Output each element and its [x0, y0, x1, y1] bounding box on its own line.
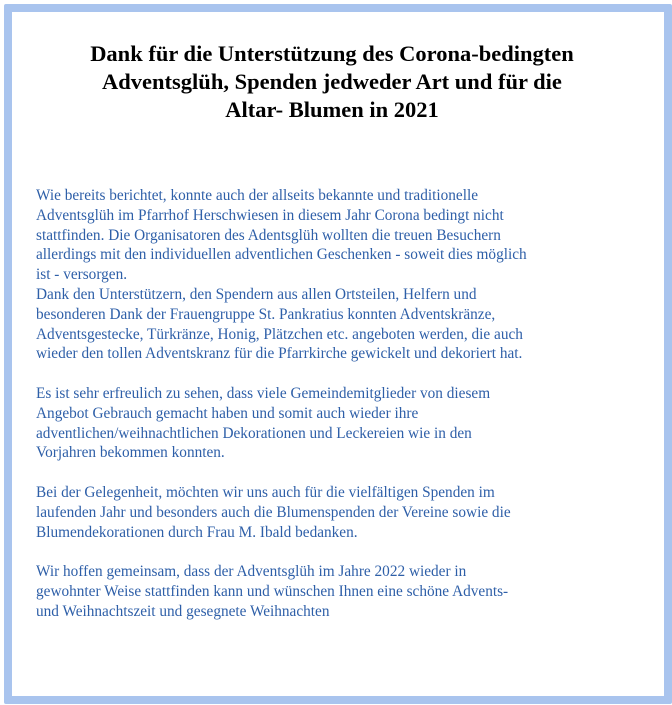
- text-line: stattfinden. Die Organisatoren des Adentsglüh wollten die treuen Besuchern: [36, 226, 501, 244]
- title-line: Dank für die Unterstützung des Corona-bedingten: [90, 41, 574, 66]
- text-line: allerdings mit den individuellen adventlichen Geschenken - soweit dies möglich: [36, 246, 527, 264]
- text-line: Wir hoffen gemeinsam, dass der Adventsglüh im Jahre 2022 wieder in: [36, 563, 467, 581]
- text-line: wieder den tollen Adventskranz für die Pfarrkirche gewickelt und dekoriert hat.: [36, 345, 523, 363]
- text-line: laufenden Jahr und besonders auch die Blumenspenden der Vereine sowie die: [36, 503, 511, 521]
- text-line: Blumendekorationen durch Frau M. Ibald bedanken.: [36, 523, 358, 541]
- notice-body: [36, 186, 646, 641]
- title-line: Altar- Blumen in 2021: [225, 97, 439, 122]
- text-line: Adventsglüh im Pfarrhof Herschwiesen in diesem Jahr Corona bedingt nicht: [36, 206, 504, 224]
- text-line: besonderen Dank der Frauengruppe St. Pankratius konnten Adventskränze,: [36, 305, 496, 323]
- text-line: Bei der Gelegenheit, möchten wir uns auch für die vielfältigen Spenden im: [36, 483, 495, 501]
- text-line: ist - versorgen.: [36, 266, 128, 284]
- title-line: Adventsglüh, Spenden jedweder Art und für die: [102, 69, 562, 94]
- text-line: und Weihnachtszeit und gesegnete Weihnachten: [36, 602, 330, 620]
- text-line: adventlichen/weihnachtlichen Dekorationen und Leckereien wie in den: [36, 424, 472, 442]
- paragraph-appreciation: [36, 384, 646, 463]
- paragraph-thanks: [36, 483, 646, 542]
- text-line: Wie bereits berichtet, konnte auch der allseits bekannte und traditionelle: [36, 187, 478, 204]
- paragraph-report: [36, 186, 646, 364]
- text-line: Adventsgestecke, Türkränze, Honig, Plätzchen etc. angeboten werden, die auch: [36, 325, 523, 343]
- text-line: Dank den Unterstützern, den Spendern aus allen Ortsteilen, Helfern und: [36, 285, 477, 303]
- text-line: Es ist sehr erfreulich zu sehen, dass viele Gemeindemitglieder von diesem: [36, 384, 491, 402]
- text-line: Angebot Gebrauch gemacht haben und somit auch wieder ihre: [36, 404, 419, 422]
- paragraph-wishes: [36, 562, 646, 621]
- text-line: Vorjahren bekommen konnten.: [36, 444, 225, 462]
- page-title: [24, 40, 640, 124]
- text-line: gewohnter Weise stattfinden kann und wünschen Ihnen eine schöne Advents-: [36, 582, 509, 600]
